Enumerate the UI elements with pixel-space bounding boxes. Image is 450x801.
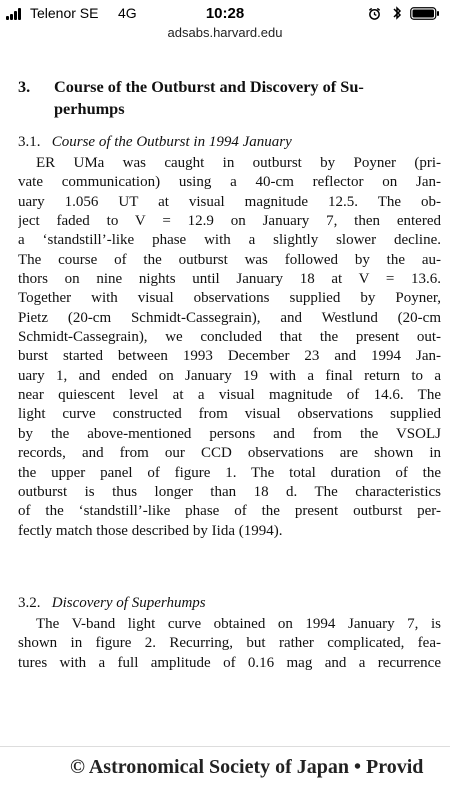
text-line: uary 1.056 UT at visual magnitude 12.5. The ob- [18, 193, 441, 210]
text-line: vate communication) using a 40-cm reflector on Jan- [18, 174, 441, 191]
paragraph-superhumps [18, 615, 441, 673]
text-line: a ‘standstill’-like phase with a slightly slower decline. [18, 232, 441, 249]
text-line: shown in figure 2. Recurring, but rather complicated, fea- [18, 635, 441, 652]
status-time: 10:28 [205, 5, 245, 22]
text-line: near quiescent level at a visual magnitude of 14.6. The [18, 387, 441, 404]
text-line: Schmidt-Cassegrain), we concluded that the present out- [18, 329, 441, 346]
network-type: 4G [118, 5, 137, 21]
subsection-heading [18, 134, 292, 151]
article-page [0, 46, 450, 746]
text-line: thors on nine nights until January 18 at V = 13.6. [18, 271, 441, 288]
text-line: the upper panel of figure 1. The total duration of the [18, 464, 441, 481]
section-number: 3. [18, 77, 31, 96]
text-line: of the ‘standstill’-like phase of the present outburst per- [18, 503, 441, 520]
publisher-banner[interactable] [0, 746, 450, 801]
text-line: outburst is thus longer than 18 d. The characteristics [18, 483, 441, 500]
text-line: burst started between 1993 December 23 and 1994 Jan- [18, 348, 441, 365]
section-title-line: perhumps [54, 99, 125, 118]
text-line: light curve constructed from visual observations supplied [18, 406, 441, 423]
subsection-number: 3.1. [18, 134, 41, 150]
bluetooth-icon [392, 5, 402, 21]
text-line: The V-band light curve obtained on 1994 January 7, is [36, 616, 441, 632]
text-line: ject faded to V = 12.9 on January 7, then entered [18, 213, 441, 230]
subsection-number: 3.2. [18, 595, 41, 611]
battery-icon [410, 7, 440, 20]
text-line: by the above-mentioned persons and from the VSOLJ [18, 425, 441, 442]
status-bar [0, 0, 450, 46]
text-line: records, and from our CCD observations are shown in [18, 445, 441, 462]
address-bar-url[interactable]: adsabs.harvard.edu [167, 25, 283, 40]
text-line: tures with a full amplitude of 0.16 mag and a recurrence [18, 654, 441, 671]
text-line: fectly match those described by Iida (1994). [18, 522, 283, 539]
text-line: Pietz (20-cm Schmidt-Cassegrain), and Westlund (20-cm [18, 309, 441, 326]
carrier-name: Telenor SE [30, 5, 99, 21]
text-line: uary 1, and ended on January 19 with a final return to a [18, 367, 441, 384]
alarm-icon [368, 7, 381, 20]
text-line: ER UMa was caught in outburst by Poyner (pri- [36, 155, 441, 171]
publisher-banner-text: © Astronomical Society of Japan • Provid [70, 756, 424, 778]
subsection-title: Course of the Outburst in 1994 January [51, 134, 292, 150]
text-line: The course of the outburst was followed by the au- [18, 251, 441, 268]
subsection-title: Discovery of Superhumps [51, 595, 206, 611]
section-title [54, 76, 439, 120]
subsection-heading [18, 595, 206, 612]
paragraph-outburst-course [18, 154, 441, 541]
text-line: Together with visual observations supplied by Poyner, [18, 290, 441, 307]
section-title-line: Course of the Outburst and Discovery of Su- [54, 77, 364, 96]
